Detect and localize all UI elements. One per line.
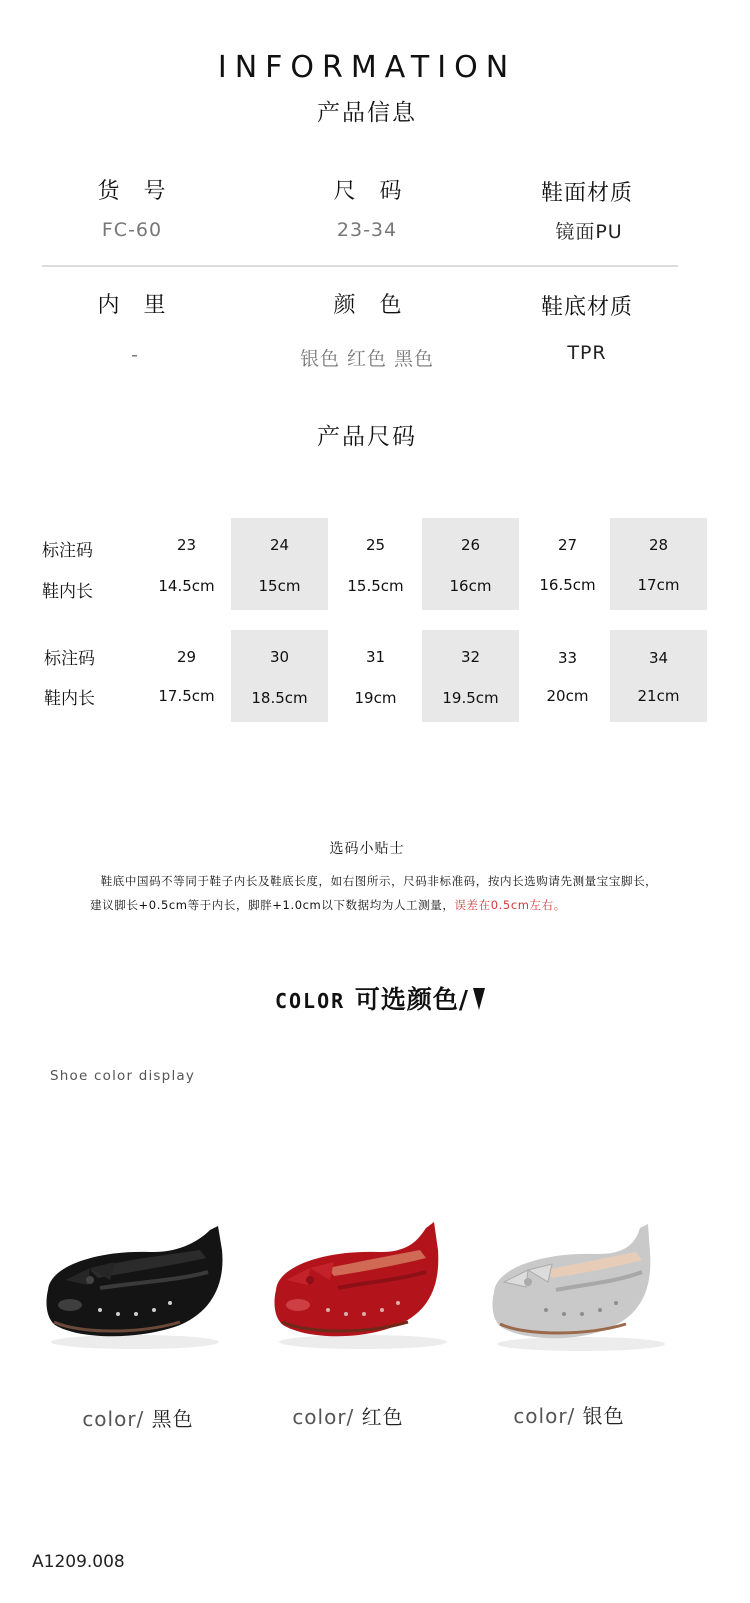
size-cell [519,518,616,610]
size-cell [610,518,707,610]
caption-prefix: color/ [82,1407,145,1431]
size-cell [610,630,707,722]
length-row-label: 鞋内长 [42,582,93,602]
black-shoe-image [40,1210,230,1360]
info-value-sole-material: TPR [567,342,607,364]
caption-prefix: color/ [292,1405,355,1429]
length-value: 16cm [449,577,492,595]
color-caption-silver [469,1400,669,1429]
info-value-size: 23-34 [336,219,398,241]
title-chinese: 产品信息 [317,100,417,126]
down-triangle-icon [473,988,485,1010]
info-value-item-no: FC-60 [101,219,163,241]
size-cell [327,630,424,722]
tips-title: 选码小贴士 [329,841,405,857]
caption-color-name: 银色 [582,1404,625,1428]
size-cell [231,630,328,722]
caption-color-name: 黑色 [151,1407,194,1431]
size-value: 27 [557,536,578,554]
color-title-chinese: 可选颜色/ [354,985,470,1014]
tips-warning: 误差在0.5cm左右。 [454,898,566,912]
tips-line-1: 鞋底中国码不等同于鞋子内长及鞋底长度，如右图所示，尺码非标准码，按内长选购请先测量宝宝脚长， [100,874,658,888]
length-value: 19.5cm [442,689,499,707]
red-shoe-image [268,1210,458,1360]
color-caption-red [248,1401,448,1430]
length-value: 17.5cm [158,687,215,705]
color-title-english: COLOR [274,989,346,1013]
size-value: 34 [648,649,669,667]
info-label-sole-material: 鞋底材质 [540,295,633,320]
info-label-color: 颜 色 [333,293,403,318]
info-label-lining: 内 里 [97,293,167,318]
size-value: 32 [460,648,481,666]
length-value: 17cm [637,576,680,594]
caption-color-name: 红色 [361,1405,404,1429]
size-cell [138,630,235,722]
size-row-label: 标注码 [44,649,95,669]
info-label-upper-material: 鞋面材质 [540,181,633,206]
size-value: 23 [176,536,197,554]
tips-line-2 [0,897,656,913]
size-value: 26 [460,536,481,554]
info-divider [42,265,678,267]
caption-prefix: color/ [513,1404,576,1428]
info-value-color: 银色 红色 黑色 [299,348,435,370]
length-row-label: 鞋内长 [44,689,95,709]
length-value: 20cm [546,687,589,705]
size-value: 29 [176,648,197,666]
silver-shoe-image [486,1212,676,1362]
product-code: A1209.008 [32,1552,125,1572]
length-value: 19cm [354,689,397,707]
length-value: 18.5cm [251,689,308,707]
size-row-label: 标注码 [42,541,93,561]
length-value: 15cm [258,577,301,595]
size-value: 33 [557,649,578,667]
shoe-display-label: Shoe color display [50,1068,196,1084]
size-value: 31 [365,648,386,666]
size-value: 30 [269,648,290,666]
info-value-upper-material: 镜面PU [555,221,623,243]
length-value: 15.5cm [347,577,404,595]
size-cell [138,518,235,610]
length-value: 16.5cm [539,576,596,594]
size-value: 24 [269,536,290,554]
size-cell [327,518,424,610]
size-cell [422,630,519,722]
size-value: 28 [648,536,669,554]
length-value: 21cm [637,687,680,705]
size-value: 25 [365,536,386,554]
size-cell [519,630,616,722]
info-label-item-no: 货 号 [97,179,167,204]
info-value-lining: - [131,344,139,366]
size-chart-title: 产品尺码 [317,424,417,450]
size-cell [422,518,519,610]
info-label-size: 尺 码 [333,179,403,204]
length-value: 14.5cm [158,577,215,595]
tips-line-2-text: 建议脚长+0.5cm等于内长，脚胖+1.0cm以下数据均为人工测量， [90,898,455,912]
color-section-title [0,980,750,1016]
color-caption-black [38,1403,238,1432]
title-english: INFORMATION [217,50,517,85]
size-cell [231,518,328,610]
